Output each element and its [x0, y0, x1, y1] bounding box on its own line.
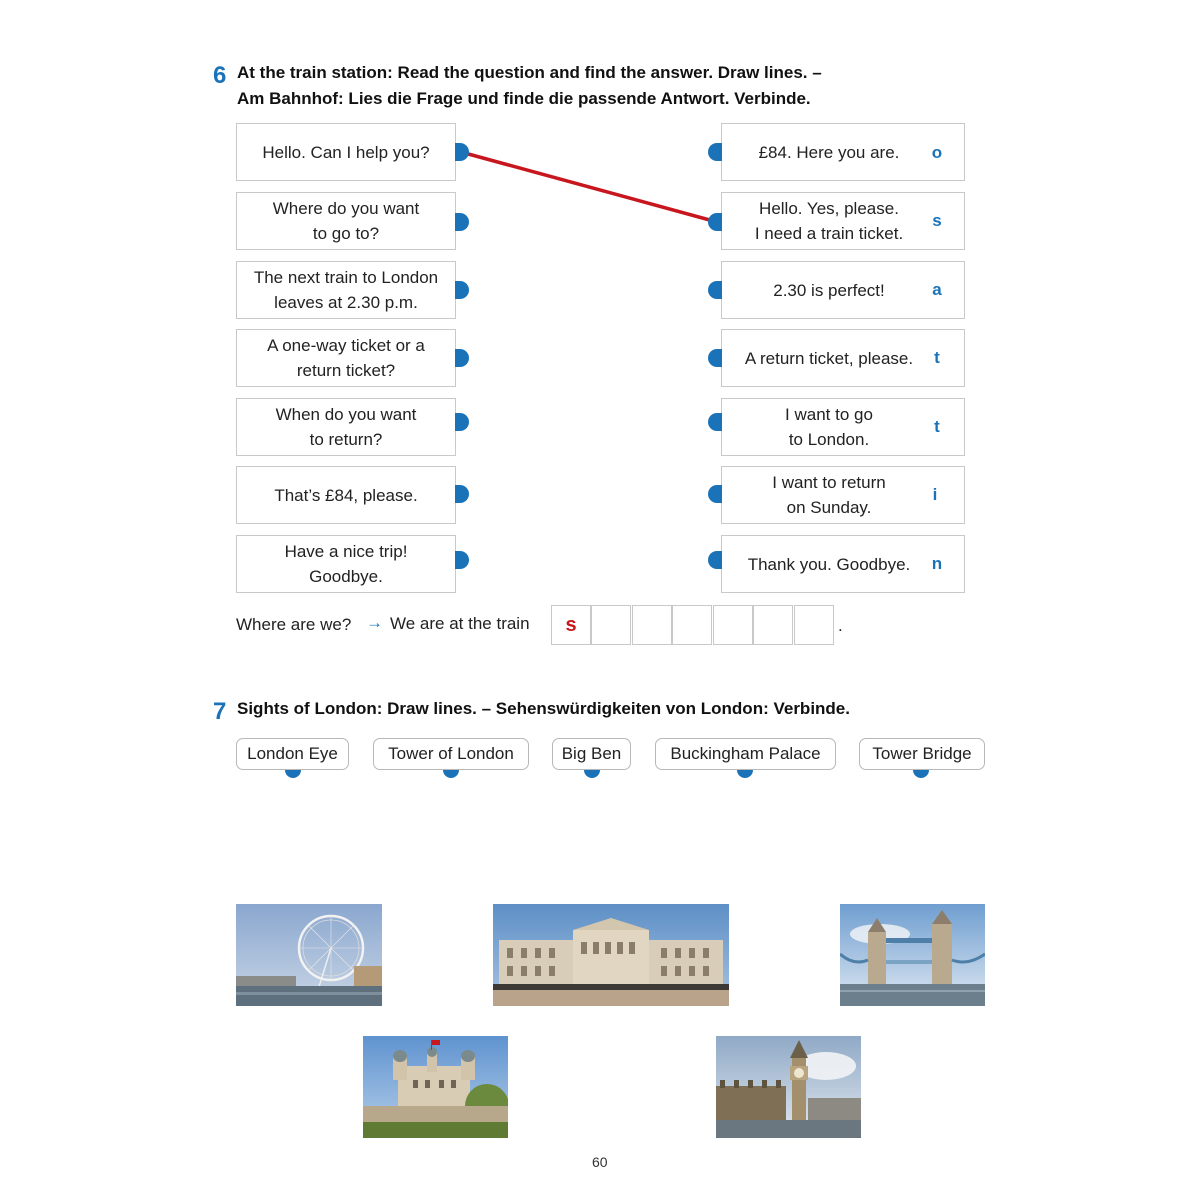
- connector-dot-right-5[interactable]: [708, 413, 722, 431]
- question-box-5[interactable]: [236, 398, 456, 456]
- question-2-line1: Where do you want: [272, 199, 420, 218]
- answer-letter-7: n: [931, 554, 943, 573]
- answer-cell-5[interactable]: [713, 605, 753, 645]
- question-box-2[interactable]: [236, 192, 456, 250]
- sight-dot-tower-bridge[interactable]: [913, 770, 929, 778]
- answer-3-line1: 2.30 is perfect!: [773, 280, 885, 300]
- question-1-line1: Hello. Can I help you?: [262, 142, 430, 162]
- exercise-7-number: 7: [213, 698, 227, 725]
- answer-letter-6: i: [932, 485, 938, 504]
- sight-dot-buckingham-palace[interactable]: [737, 770, 753, 778]
- answer-6-line2: on Sunday.: [786, 498, 872, 517]
- question-7-line2: Goodbye.: [309, 567, 383, 586]
- buckingham-palace-photo[interactable]: [493, 904, 729, 1006]
- question-4-line1: A one-way ticket or a: [267, 336, 425, 355]
- question-2-line2: to go to?: [312, 224, 380, 243]
- question-5-line1: When do you want: [275, 405, 417, 424]
- sight-label-buckingham-palace[interactable]: Buckingham Palace: [655, 738, 836, 770]
- connector-dot-right-3[interactable]: [708, 281, 722, 299]
- answer-cell-1[interactable]: s: [551, 605, 591, 645]
- connector-dot-right-4[interactable]: [708, 349, 722, 367]
- answer-letter-5: t: [934, 417, 940, 436]
- answer-4-line1: A return ticket, please.: [744, 348, 914, 368]
- answer-2-line2: I need a train ticket.: [754, 224, 904, 243]
- answer-cell-7[interactable]: [794, 605, 834, 645]
- arrow-right-icon: →: [366, 613, 383, 632]
- exercise-6-title-en: At the train station: Read the question and find the answer. Draw lines. –: [237, 63, 822, 82]
- question-box-4[interactable]: [236, 329, 456, 387]
- exercise-6-title-de: Am Bahnhof: Lies die Frage und finde die passende Antwort. Verbinde.: [237, 89, 811, 108]
- answer-prefix: We are at the train: [390, 614, 530, 633]
- answer-7-line1: Thank you. Goodbye.: [747, 554, 911, 574]
- question-box-3[interactable]: [236, 261, 456, 319]
- answer-cell-4[interactable]: [672, 605, 712, 645]
- tower-of-london-photo[interactable]: [363, 1036, 508, 1138]
- sight-label-tower-of-london[interactable]: Tower of London: [373, 738, 529, 770]
- page-number: 60: [592, 1154, 608, 1170]
- sight-dot-big-ben[interactable]: [584, 770, 600, 778]
- answer-period: .: [838, 616, 843, 635]
- question-3-line2: leaves at 2.30 p.m.: [274, 293, 418, 312]
- answer-5-line2: to London.: [788, 430, 870, 449]
- question-box-6[interactable]: [236, 466, 456, 524]
- answer-1-line1: £84. Here you are.: [758, 142, 900, 162]
- answer-letter-3: a: [932, 280, 942, 299]
- exercise-6-number: 6: [213, 62, 227, 89]
- question-box-7[interactable]: [236, 535, 456, 593]
- connector-dot-right-7[interactable]: [708, 551, 722, 569]
- sight-dot-london-eye[interactable]: [285, 770, 301, 778]
- question-4-line2: return ticket?: [296, 361, 396, 380]
- answer-letter-2: s: [932, 211, 942, 230]
- sight-label-london-eye[interactable]: London Eye: [236, 738, 349, 770]
- question-6-line1: That’s £84, please.: [274, 485, 418, 505]
- where-question: Where are we?: [236, 615, 352, 634]
- question-5-line2: to return?: [309, 430, 383, 449]
- answer-letter-1: o: [931, 143, 943, 162]
- question-box-1[interactable]: [236, 123, 456, 181]
- exercise-7-title: Sights of London: Draw lines. – Sehenswürdigkeiten von London: Verbinde.: [237, 699, 850, 718]
- question-3-line1: The next train to London: [253, 268, 439, 287]
- sight-label-big-ben[interactable]: Big Ben: [552, 738, 631, 770]
- answer-cell-2[interactable]: [591, 605, 631, 645]
- sight-label-tower-bridge[interactable]: Tower Bridge: [859, 738, 985, 770]
- answer-cell-3[interactable]: [632, 605, 672, 645]
- question-7-line1: Have a nice trip!: [284, 542, 408, 561]
- tower-bridge-photo[interactable]: [840, 904, 985, 1006]
- answer-2-line1: Hello. Yes, please.: [759, 199, 899, 218]
- london-eye-photo[interactable]: [236, 904, 382, 1006]
- answer-cell-6[interactable]: [753, 605, 793, 645]
- answer-letter-4: t: [934, 348, 940, 367]
- sight-dot-tower-of-london[interactable]: [443, 770, 459, 778]
- connector-dot-right-1[interactable]: [708, 143, 722, 161]
- big-ben-photo[interactable]: [716, 1036, 861, 1138]
- connector-dot-right-6[interactable]: [708, 485, 722, 503]
- answer-5-line1: I want to go: [785, 405, 873, 424]
- connector-dot-right-2[interactable]: [708, 213, 722, 231]
- answer-6-line1: I want to return: [772, 473, 886, 492]
